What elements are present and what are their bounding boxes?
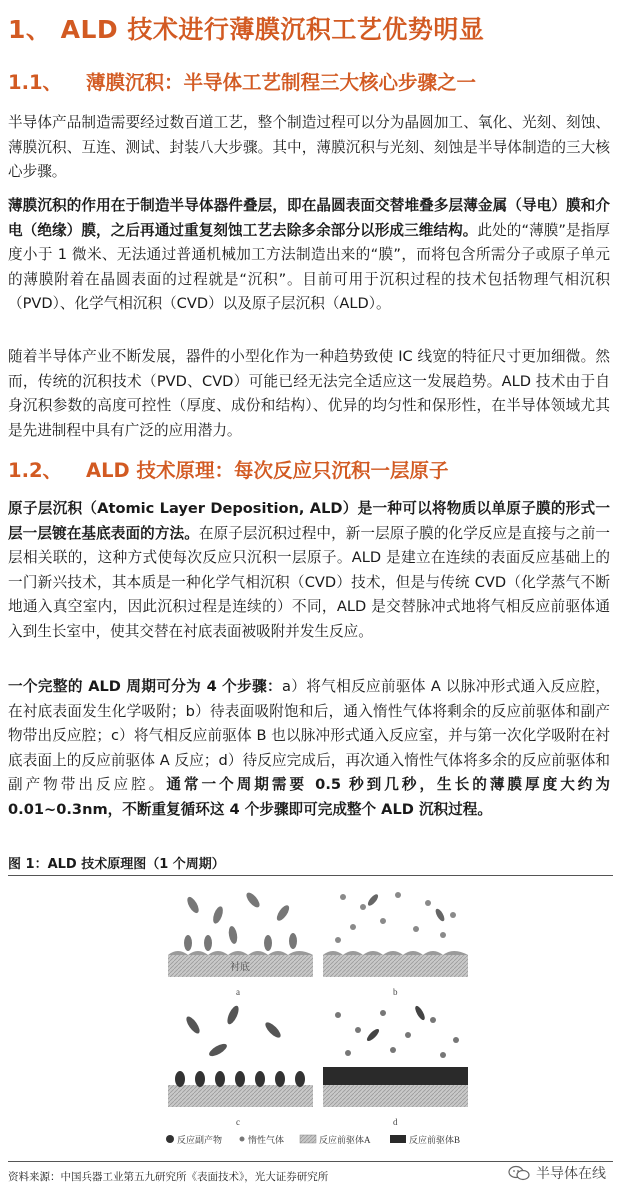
- legend-byproduct: 反应副产物: [177, 1135, 223, 1145]
- paragraph-4-bold: 原子层沉积（Atomic Layer Deposition, ALD）是一种可以将物质以单原子膜的形式一层一层镀在基底表面的方法。: [8, 500, 610, 542]
- panel-c: [168, 1004, 313, 1127]
- section-title: ALD 技术原理：每次反应只沉积一层原子: [86, 459, 449, 482]
- paragraph-2-text: 此处的“薄膜”是指厚度小于 1 微米、无法通过普通机械加工方法制造出来的“膜”，而将包含所需分子或原子单元的薄膜附着在晶圆表面的过程就是“沉积”。目前可用于沉积过程的技术包括物理气相沉积（PVD）、化学气相沉积（CVD）以及原子层沉积（ALD）。: [8, 221, 610, 312]
- watermark-text: 半导体在线: [536, 1166, 606, 1182]
- panel-label-c: c: [236, 1117, 240, 1127]
- panel-label-b: b: [393, 987, 398, 997]
- paragraph-5-bold-tail: 通常一个周期需要 0.5 秒到几秒，生长的薄膜厚度大约为 0.01~0.3nm，不断重复循环这 4 个步骤即可完成整个 ALD 沉积过程。: [8, 776, 610, 818]
- paragraph-5-bold-lead: 一个完整的 ALD 周期可分为 4 个步骤：: [8, 678, 282, 695]
- section-title: 薄膜沉积：半导体工艺制程三大核心步骤之一: [86, 71, 477, 94]
- legend-precursor-b: 反应前驱体B: [409, 1135, 461, 1145]
- figure-caption: 图 1：ALD 技术原理图（1 个周期）: [8, 857, 225, 872]
- paragraph-2: [8, 194, 610, 317]
- source-note: 资料来源：中国兵器工业第五九研究所《表面技术》，光大证券研究所: [8, 1171, 329, 1183]
- figure-bottom-rule: [8, 1161, 613, 1162]
- figure-top-rule: [8, 875, 613, 876]
- panel-label-a: a: [236, 987, 240, 997]
- legend-inert-gas: 惰性气体: [248, 1135, 285, 1145]
- legend-precursor-a: 反应前驱体A: [319, 1135, 371, 1145]
- paragraph-4: [8, 497, 610, 644]
- panel-b: [323, 892, 468, 997]
- wechat-icon: [508, 1165, 530, 1181]
- section-number: 1.2、: [8, 459, 63, 482]
- panel-d: [323, 1005, 468, 1127]
- legend: [166, 1134, 460, 1145]
- section-heading-1-1: [8, 67, 476, 95]
- section-heading-1-2: [8, 455, 449, 483]
- paragraph-4-text: 在原子层沉积过程中，新一层原子膜的化学反应是直接与之前一层相关联的，这种方式使每次反应只沉积一层原子。ALD 是建立在连续的表面反应基础上的一门新兴技术，其本质是一种化学气相沉积（CVD）技术，但是与传统 CVD（化学蒸气不断地通入真空室内，因此沉积过程是连续的）不同，ALD 是交替脉冲式地将气相反应前驱体通入到生长室中，使其交替在衬底表面被吸附并发生反应。: [8, 524, 610, 640]
- panel-a: [168, 891, 313, 997]
- paragraph-1: 半导体产品制造需要经过数百道工艺，整个制造过程可以分为晶圆加工、氧化、光刻、刻蚀、薄膜沉积、互连、测试、封装八大步骤。其中，薄膜沉积与光刻、刻蚀是半导体制造的三大核心步骤。: [8, 114, 610, 180]
- section-number: 1.1、: [8, 71, 63, 94]
- main-heading: 1、 ALD 技术进行薄膜沉积工艺优势明显: [8, 15, 485, 44]
- paragraph-5: [8, 675, 610, 822]
- ald-diagram: [158, 885, 478, 1150]
- watermark: [508, 1163, 606, 1183]
- paragraph-3: 随着半导体产业不断发展，器件的小型化作为一种趋势致使 IC 线宽的特征尺寸更加细微。然而，传统的沉积技术（PVD、CVD）可能已经无法完全适应这一发展趋势。ALD 技术由于自身沉积参数的高度可控性（厚度、成份和结构）、优异的均匀性和保形性，在半导体领域尤其是先进制程中具有广泛的应用潜力。: [8, 348, 610, 439]
- panel-label-d: d: [393, 1117, 398, 1127]
- paragraph-5-text: a）将气相反应前驱体 A 以脉冲形式通入反应腔，在衬底表面发生化学吸附；b）待表面吸附饱和后，通入惰性气体将剩余的反应前驱体和副产物带出反应腔；c）将气相反应前驱体 B 也以脉冲形式通入反应室，并与第一次化学吸附在衬底表面上的反应前驱体 A 反应；d）待反应完成后，再次通入惰性气体将多余的反应前驱体和副产物带出反应腔。: [8, 678, 610, 793]
- substrate-label: 衬底: [230, 962, 250, 973]
- paragraph-2-bold: 薄膜沉积的作用在于制造半导体器件叠层，即在晶圆表面交替堆叠多层薄金属（导电）膜和介电（绝缘）膜，之后再通过重复刻蚀工艺去除多余部分以形成三维结构。: [8, 197, 610, 239]
